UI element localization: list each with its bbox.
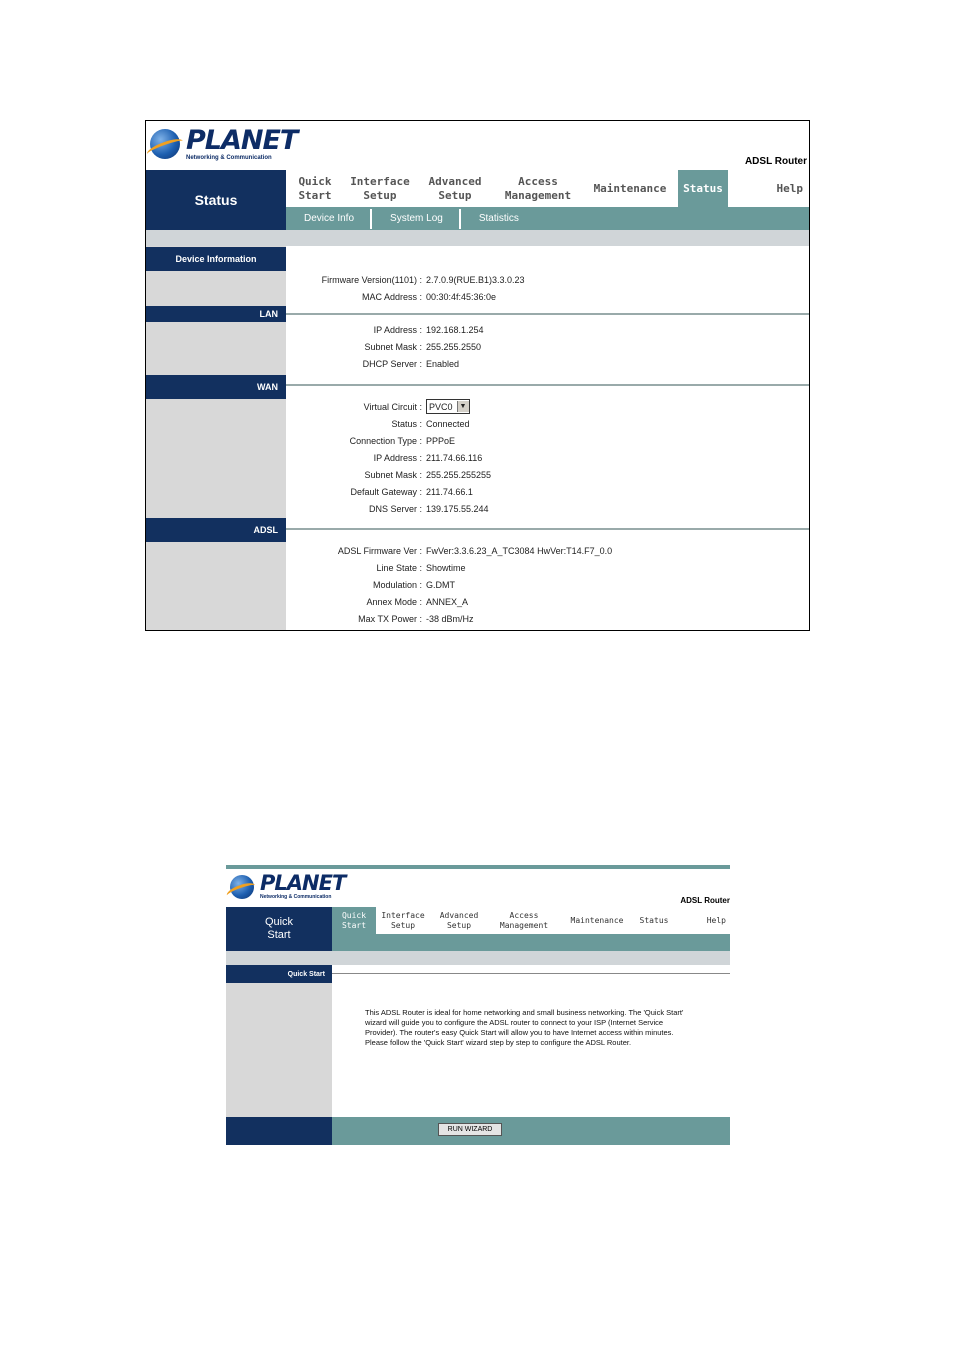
tab-access-management[interactable]: Access Management <box>504 174 572 202</box>
subtab-device-info[interactable]: Device Info <box>286 209 372 229</box>
row-value <box>422 399 470 414</box>
row-default-gateway <box>286 483 809 500</box>
brand-name: PLANET <box>260 871 346 895</box>
page-title: Status <box>146 170 286 230</box>
row-value: G.DMT <box>426 579 455 590</box>
tab-access-management[interactable]: Access Management <box>499 910 549 930</box>
tab-quick-start[interactable]: Quick Start <box>332 907 376 934</box>
sub-nav <box>332 934 730 951</box>
brand-tagline: Networking & Communication <box>186 155 272 161</box>
row-label: Annex Mode : <box>366 596 422 607</box>
row-value: Connected <box>426 418 470 429</box>
row-value: 192.168.1.254 <box>426 324 484 335</box>
tab-maintenance[interactable]: Maintenance <box>593 181 667 195</box>
row-value: -38 dBm/Hz <box>426 613 474 624</box>
row-label: Connection Type : <box>349 435 422 446</box>
row-value: Showtime <box>426 562 466 573</box>
main-nav <box>332 907 730 934</box>
row-connection-type <box>286 432 809 449</box>
tab-status[interactable]: Status <box>639 915 669 925</box>
section-quick-start: Quick Start <box>226 965 332 983</box>
subtab-system-log[interactable]: System Log <box>372 209 461 229</box>
row-value: 00:30:4f:45:36:0e <box>426 291 497 302</box>
sub-nav <box>286 207 809 230</box>
section-adsl: ADSL <box>146 518 286 542</box>
row-wan-ip <box>286 449 809 466</box>
row-label: DHCP Server : <box>362 358 422 369</box>
row-label: MAC Address : <box>361 291 422 302</box>
chevron-down-icon[interactable]: ▼ <box>457 401 469 412</box>
row-value: 211.74.66.116 <box>426 452 483 463</box>
footer-left <box>226 1117 332 1145</box>
row-label: Virtual Circuit : <box>363 401 422 412</box>
divider-strip <box>146 230 809 246</box>
globe-logo-icon <box>150 129 180 159</box>
row-label: Firmware Version(1101) : <box>321 274 422 285</box>
quick-start-description: This ADSL Router is ideal for home networking and small business networking. The 'Quick Start' wizard will guide you to configure the ADSL router to connect to your ISP (Internet Service Provider). The router's easy Quick Start will allow you to have Internet access within minutes. Please follow the 'Quick Start' wizard step by step to configure the ADSL Router. <box>365 1008 684 1047</box>
row-value: 255.255.255255 <box>426 469 492 480</box>
row-label: Subnet Mask : <box>364 341 422 352</box>
tab-interface-setup[interactable]: Interface Setup <box>350 174 410 202</box>
row-label: Subnet Mask : <box>364 469 422 480</box>
page-title: Quick Start <box>226 907 332 951</box>
select-value: PVC0 <box>429 401 453 412</box>
status-page-screenshot <box>145 120 810 631</box>
row-label: DNS Server : <box>368 503 422 514</box>
row-value: PPPoE <box>426 435 456 446</box>
run-wizard-button[interactable]: RUN WIZARD <box>438 1123 502 1136</box>
tab-maintenance[interactable]: Maintenance <box>570 915 624 925</box>
planet-logo <box>230 873 345 900</box>
row-dhcp-server <box>286 355 809 372</box>
row-wan-status <box>286 415 809 432</box>
product-name: ADSL Router <box>744 156 807 167</box>
wan-rows <box>286 398 809 517</box>
row-label: Default Gateway : <box>350 486 422 497</box>
section-wan: WAN <box>146 375 286 399</box>
tab-status[interactable]: Status <box>678 170 728 207</box>
planet-logo <box>150 127 297 161</box>
row-label: Line State : <box>376 562 422 573</box>
device-info-rows <box>286 271 809 305</box>
subtab-statistics[interactable]: Statistics <box>478 213 519 224</box>
row-virtual-circuit <box>286 398 809 415</box>
row-value: 255.255.2550 <box>426 341 482 352</box>
tab-quick-start[interactable]: Quick Start <box>298 174 332 202</box>
tab-advanced-setup[interactable]: Advanced Setup <box>439 910 479 930</box>
row-line-state <box>286 559 809 576</box>
row-label: Status : <box>391 418 422 429</box>
section-divider <box>286 528 809 530</box>
row-firmware-version <box>286 271 809 288</box>
divider-strip <box>226 951 730 965</box>
lan-rows <box>286 321 809 372</box>
brand-tagline: Networking & Communication <box>260 894 332 900</box>
section-divider <box>286 313 809 315</box>
row-value: Enabled <box>426 358 460 369</box>
product-name: ADSL Router <box>680 896 730 905</box>
row-lan-subnet <box>286 338 809 355</box>
left-column <box>226 965 332 1117</box>
virtual-circuit-select[interactable] <box>426 399 470 414</box>
row-label: IP Address : <box>373 452 422 463</box>
row-value: ANNEX_A <box>426 596 469 607</box>
row-lan-ip <box>286 321 809 338</box>
row-dns-server <box>286 500 809 517</box>
quick-start-page-screenshot <box>226 865 730 1145</box>
brand-name: PLANET <box>186 125 298 156</box>
row-value: 211.74.66.1 <box>426 486 473 497</box>
row-value: 139.175.55.244 <box>426 503 489 514</box>
section-device-information: Device Information <box>146 247 286 271</box>
tab-interface-setup[interactable]: Interface Setup <box>381 910 425 930</box>
row-annex-mode <box>286 593 809 610</box>
row-wan-subnet <box>286 466 809 483</box>
left-column <box>146 246 286 630</box>
main-nav <box>286 170 809 207</box>
tab-help[interactable]: Help <box>706 915 726 925</box>
row-value: 2.7.0.9(RUE.B1)3.3.0.23 <box>426 274 525 285</box>
row-mac-address <box>286 288 809 305</box>
row-label: ADSL Firmware Ver : <box>337 545 422 556</box>
section-lan: LAN <box>146 306 286 322</box>
section-divider <box>286 384 809 386</box>
row-label: Max TX Power : <box>358 613 422 624</box>
top-bar <box>226 865 730 869</box>
row-max-tx-power <box>286 610 809 627</box>
row-adsl-firmware <box>286 542 809 559</box>
adsl-rows <box>286 542 809 627</box>
row-value: FwVer:3.3.6.23_A_TC3084 HwVer:T14.F7_0.0 <box>426 545 613 556</box>
tab-advanced-setup[interactable]: Advanced Setup <box>428 174 482 202</box>
footer-bar <box>332 1117 730 1145</box>
row-label: IP Address : <box>373 324 422 335</box>
tab-help[interactable]: Help <box>776 181 803 195</box>
section-divider <box>332 973 730 974</box>
row-label: Modulation : <box>372 579 422 590</box>
globe-logo-icon <box>230 875 254 899</box>
row-modulation <box>286 576 809 593</box>
